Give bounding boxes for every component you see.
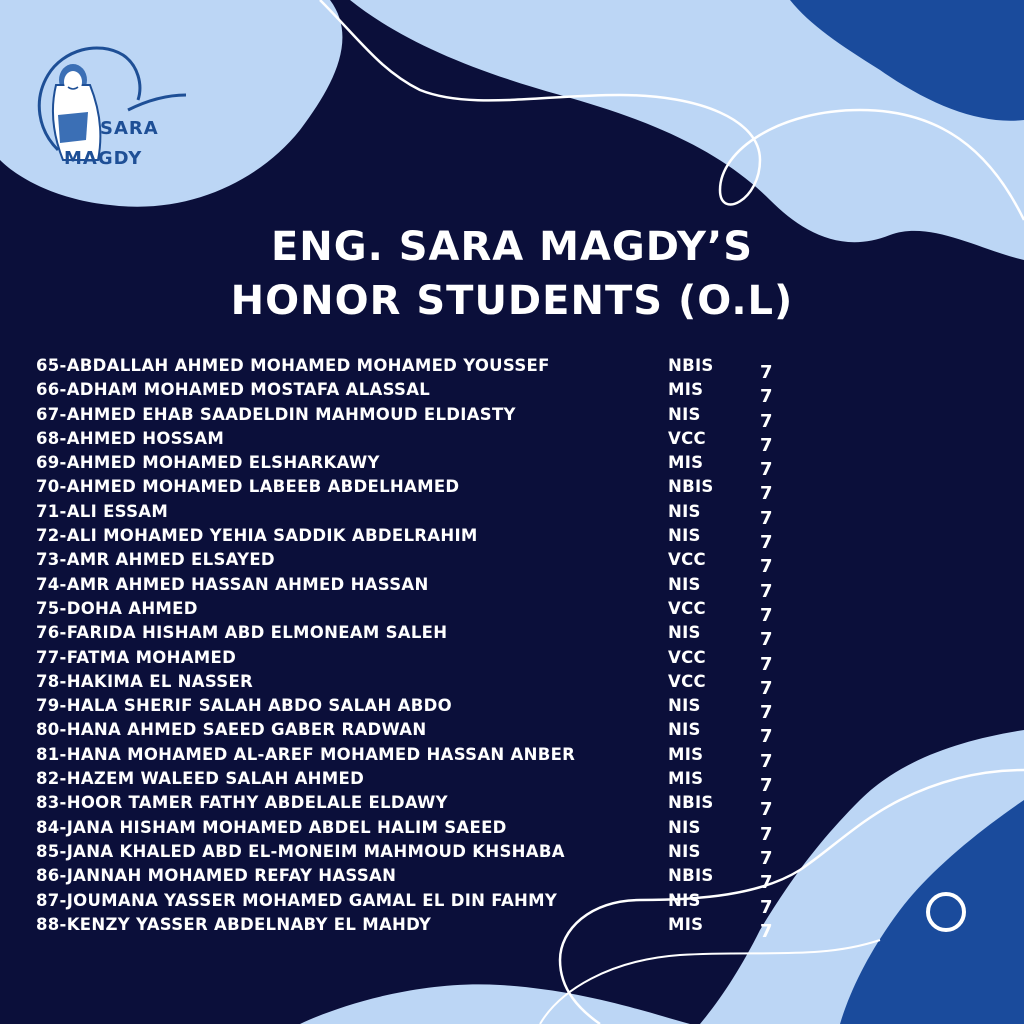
student-grade: 7 (760, 726, 773, 748)
list-item (36, 864, 796, 894)
student-name: 84-JANA HISHAM MOHAMED ABDEL HALIM SAEED (36, 817, 507, 837)
student-name: 77-FATMA MOHAMED (36, 647, 237, 667)
student-grade: 7 (760, 434, 773, 456)
list-item (36, 718, 796, 748)
student-grade: 7 (760, 775, 773, 797)
list-item (36, 427, 796, 456)
student-school: VCC (668, 647, 706, 667)
student-grade: 7 (760, 532, 773, 554)
student-grade: 7 (760, 896, 773, 918)
student-school: MIS (668, 769, 704, 789)
student-name: 83-HOOR TAMER FATHY ABDELALE ELDAWY (36, 793, 448, 813)
student-school: VCC (668, 550, 706, 570)
student-name: 71-ALI ESSAM (36, 501, 169, 521)
student-grade: 7 (760, 750, 773, 772)
student-school: MIS (668, 380, 704, 400)
student-grade: 7 (760, 920, 773, 942)
student-grade: 7 (760, 556, 773, 578)
list-item (36, 573, 796, 602)
student-grade: 7 (760, 823, 773, 845)
logo-text-line2: MAGDY (64, 148, 143, 169)
student-grade: 7 (760, 459, 773, 481)
student-name: 87-JOUMANA YASSER MOHAMED GAMAL EL DIN FAHMY (36, 890, 558, 910)
student-grade: 7 (760, 872, 773, 894)
student-name: 74-AMR AHMED HASSAN AHMED HASSAN (36, 574, 429, 594)
list-item (36, 816, 796, 845)
list-item (36, 646, 796, 675)
student-school: MIS (668, 914, 704, 934)
student-school: NIS (668, 841, 701, 861)
student-school: NIS (668, 574, 701, 594)
student-name: 70-AHMED MOHAMED LABEEB ABDELHAMED (36, 477, 460, 497)
student-grade: 7 (760, 362, 773, 383)
student-school: NIS (668, 404, 701, 424)
student-name: 88-KENZY YASSER ABDELNABY EL MAHDY (36, 914, 432, 934)
list-item (36, 403, 796, 432)
list-item (36, 548, 796, 578)
student-grade: 7 (760, 410, 773, 432)
list-item (36, 791, 796, 821)
list-item (36, 500, 796, 529)
list-item (36, 840, 796, 869)
student-grade: 7 (760, 702, 773, 724)
student-grade: 7 (760, 386, 773, 408)
list-item (36, 524, 796, 554)
student-grade: 7 (760, 653, 773, 675)
student-school: VCC (668, 598, 706, 618)
student-grade: 7 (760, 483, 773, 505)
student-grade: 7 (760, 604, 773, 626)
page-title-line2: HONOR STUDENTS (O.L) (230, 278, 794, 324)
student-name: 65-ABDALLAH AHMED MOHAMED MOHAMED YOUSSEF (36, 356, 550, 375)
student-list (36, 354, 796, 942)
student-school: NBIS (668, 866, 714, 886)
list-item (36, 597, 796, 626)
student-name: 86-JANNAH MOHAMED REFAY HASSAN (36, 866, 397, 886)
student-name: 68-AHMED HOSSAM (36, 428, 225, 448)
student-grade: 7 (760, 799, 773, 821)
student-school: NBIS (668, 793, 714, 813)
student-name: 81-HANA MOHAMED AL-AREF MOHAMED HASSAN ANBER (36, 744, 576, 764)
student-name: 85-JANA KHALED ABD EL-MONEIM MAHMOUD KHSHABA (36, 841, 565, 861)
list-item (36, 743, 796, 772)
student-grade: 7 (760, 629, 773, 651)
student-name: 67-AHMED EHAB SAADELDIN MAHMOUD ELDIASTY (36, 404, 516, 424)
student-school: NIS (668, 526, 701, 546)
student-school: NIS (668, 890, 701, 910)
list-item (36, 378, 796, 408)
list-item (36, 475, 796, 505)
list-item (36, 913, 796, 942)
student-school: NIS (668, 817, 701, 837)
student-school: VCC (668, 671, 706, 691)
student-name: 69-AHMED MOHAMED ELSHARKAWY (36, 453, 380, 473)
list-item (36, 767, 796, 797)
student-name: 72-ALI MOHAMED YEHIA SADDIK ABDELRAHIM (36, 526, 478, 546)
student-grade: 7 (760, 580, 773, 602)
student-school: NIS (668, 720, 701, 740)
page-title-line1: ENG. SARA MAGDY’S (270, 224, 754, 270)
student-school: NIS (668, 623, 701, 643)
student-school: NBIS (668, 356, 714, 375)
logo-text-line1: SARA (100, 118, 159, 139)
student-school: NIS (668, 501, 701, 521)
student-school: MIS (668, 744, 704, 764)
list-item (36, 670, 796, 699)
student-school: VCC (668, 428, 706, 448)
student-school: MIS (668, 453, 704, 473)
list-item (36, 451, 796, 481)
student-name: 79-HALA SHERIF SALAH ABDO SALAH ABDO (36, 696, 452, 716)
student-school: NIS (668, 696, 701, 716)
list-item (36, 354, 796, 383)
student-grade: 7 (760, 847, 773, 869)
student-school: NBIS (668, 477, 714, 497)
student-grade: 7 (760, 677, 773, 699)
student-name: 78-HAKIMA EL NASSER (36, 671, 254, 691)
list-item (36, 694, 796, 724)
student-grade: 7 (760, 507, 773, 529)
list-item (36, 889, 796, 918)
student-name: 76-FARIDA HISHAM ABD ELMONEAM SALEH (36, 623, 448, 643)
student-name: 75-DOHA AHMED (36, 598, 198, 618)
list-item (36, 621, 796, 651)
student-name: 66-ADHAM MOHAMED MOSTAFA ALASSAL (36, 380, 431, 400)
student-name: 73-AMR AHMED ELSAYED (36, 550, 275, 570)
student-name: 82-HAZEM WALEED SALAH AHMED (36, 769, 365, 789)
student-name: 80-HANA AHMED SAEED GABER RADWAN (36, 720, 427, 740)
